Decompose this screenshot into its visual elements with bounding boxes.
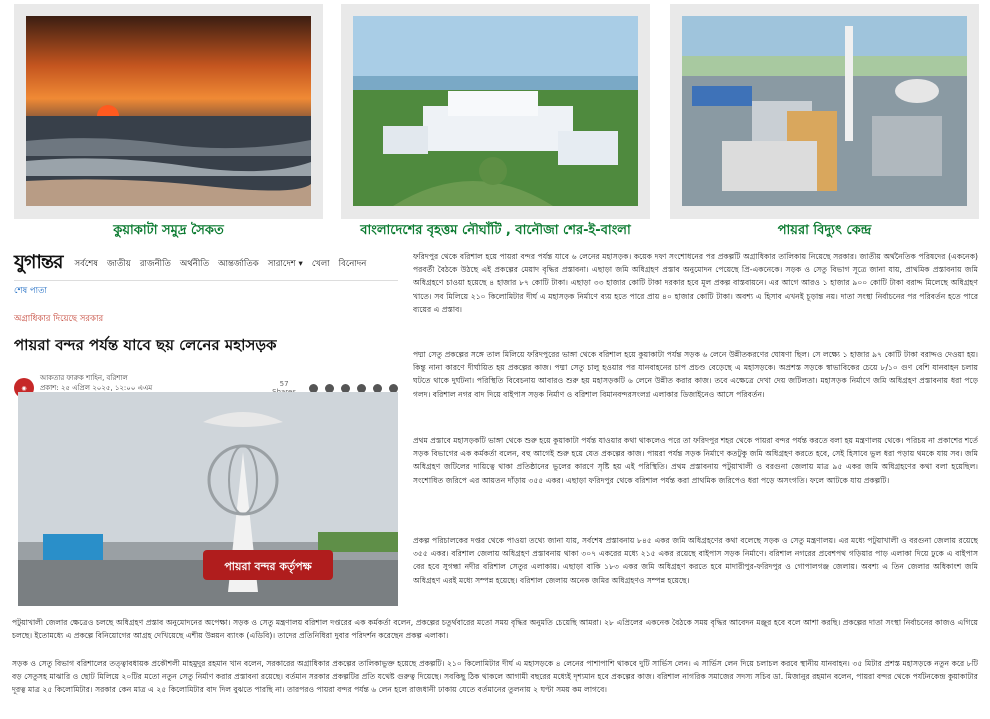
article-headline: পায়রা বন্দর পর্যন্ত যাবে ছয় লেনের মহাসড়ক xyxy=(14,336,277,354)
nav-item-politics[interactable]: রাজনীতি xyxy=(139,259,171,269)
port-authority-sign: পায়রা বন্দর কর্তৃপক্ষ xyxy=(224,560,312,573)
paragraph-2: পদ্মা সেতু প্রকল্পের সঙ্গে তাল মিলিয়ে ফরিদপুরের ভাঙ্গা থেকে বরিশাল হয়ে কুয়াকাটা পর্যন্ত সড়ক ৬ লেনে উন্নীতকরণের ঘোষণা ছিল। সে লক্ষ্যে ১ হাজার ৯৭ কোটি টাকা বরাদ্দও দেওয়া হয়। কিন্তু নানা কারণে দীর্ঘায়িত হয় প্রকল্পের কাজ। পদ্মা সেতু চালু হওয়ার পর যানবাহনের চাপ প্রচণ্ড বেড়েছে এ মহাসড়কে। অপ্রশস্ত সড়কে স্বাভাবিকের চেয়ে ৮/১০ গুণ বেশি যানবাহন চলায় ঘটতে থাকে দুর্ঘটনা। পরিস্থিতি বিবেচনায় আবারও শুরু হয় মহাসড়কটি ৬ লেনে উন্নীত করার কাজ। তবে এক্ষেত্রে দেখা দেয় জটিলতা। মহাসড়ক নির্মাণে জমি অধিগ্রহণ প্রস্তাবনায় ধরা পড়ে গলদ। বরিশাল নগর বাদ দিয়ে বাইপাস সড়ক নির্মাণ ও বরিশাল বিমানবন্দরসংলগ্ন এলাকার ডিজাইনেও আসে পরিবর্তন। xyxy=(413,350,978,399)
newspaper-logo[interactable]: যুগান্তর xyxy=(14,251,63,273)
nav-item-latest[interactable]: সর্বশেষ xyxy=(74,259,98,269)
photo-card-navy xyxy=(341,4,650,219)
nav-item-national[interactable]: জাতীয় xyxy=(106,259,131,269)
paragraph-3: প্রথম প্রস্তাবে মহাসড়কটি ভাঙ্গা থেকে শুরু হয়ে কুয়াকাটা পর্যন্ত যাওয়ার কথা থাকলেও পরে তা ফরিদপুর শহর থেকে পায়রা বন্দর পর্যন্ত করতে বলা হয় মন্ত্রণালয় থেকে। পরিচয় না প্রকাশের শর্তে সড়ক বিভাগের এক কর্মকর্তা বলেন, বহু আগেই শুরু হয়ে যেত প্রকল্পের কাজ। পায়রা পর্যন্ত সড়ক নির্মাণে কতটুকু জমি অধিগ্রহণ করতে হবে, সেই হিসাবে ভুল ধরা পড়ায় থমকে যায় সব। জমি অধিগ্রহণ জটিলের দায়িত্বে থাকা প্রতিষ্ঠানের ভুলের কারণে সৃষ্টি হয় এই পরিস্থিতি। প্রথম প্রস্তাবনায় পটুয়াখালী ও বরগুনা জেলায় মাত্র ৯৫ একর জমি অধিগ্রহণের কথা বলা হয়েছিল। সংশোধিত জরিপে এর আয়তন দাঁড়ায় ৩৫৫ একর। এছাড়া ফরিদপুর থেকে বরিশাল পর্যন্ত করা প্রাথমিক জরিপেও ধরা পড়ে অসংগতি। ফলে আটকে যায় প্রকল্পটি। xyxy=(413,436,978,485)
nav-item-economy[interactable]: অর্থনীতি xyxy=(179,259,210,269)
nav-item-international[interactable]: আন্তর্জাতিক xyxy=(218,259,259,269)
section-link[interactable]: শেষ পাতা xyxy=(14,286,47,296)
naval-base-photo xyxy=(353,16,638,206)
paragraph-5: পটুয়াখালী জেলার ক্ষেত্রেও চলছে অধিগ্রহণ প্রস্তাব অনুমোদনের অপেক্ষা। সড়ক ও সেতু মন্ত্রণালয় বরিশাল দপ্তরের এক কর্মকর্তা বলেন, প্রকল্পের চতুর্থবারের মতো সময় বৃদ্ধির অনুমতি চেয়েছি আমরা। ২৮ এপ্রিলের একনেক বৈঠকে সময় বৃদ্ধির আবেদন মঞ্জুর হবে বলে আশা করছি। প্রকল্পের দাতা সংস্থা নির্বাচনের কাজও এগিয়ে চলছে। ইতোমধ্যে এ প্রকল্পে বিনিয়োগের আগ্রহ দেখিয়েছে এশীয় উন্নয়ন ব্যাংক (এডিবি)। তাদের প্রতিনিধিরা দুবার পরিদর্শন করেছেন প্রকল্প এলাকা। xyxy=(12,618,978,641)
photo-card-beach xyxy=(14,4,323,219)
article-subtitle: অগ্রাধিকার দিয়েছে সরকার xyxy=(14,314,104,324)
power-plant-photo xyxy=(682,16,967,206)
masthead xyxy=(14,248,398,281)
sunset-beach-photo xyxy=(26,16,311,206)
paragraph-6: সড়ক ও সেতু বিভাগ বরিশালের তত্ত্বাবধায়ক প্রকৌশলী মাহমুদুর রহমান খান বলেন, সরকারের অগ্রাধিকার প্রকল্পের তালিকাভুক্ত হয়েছে প্রকল্পটি। ২১০ কিলোমিটার দীর্ঘ এ মহাসড়কে ৪ লেনের পাশাপাশি থাকবে দুটি সার্ভিস লেন। এ সার্ভিস লেন দিয়ে চলাচল করবে স্থানীয় যানবাহন। ৩৫ মিটার প্রশস্ত মহাসড়কে নতুন করে ৮টি বড় সেতুসহ মাঝারি ও ছোট মিলিয়ে ২০টির মতো নতুন সেতু নির্মাণ করার প্রস্তাবনা রয়েছে। বর্তমান সরকার প্রকল্পটির প্রতি যথেষ্ট গুরুত্ব দিয়েছে। সবকিছু ঠিক থাকলে আগামী বছরের মধ্যেই দৃশ্যমান হবে প্রকল্পের কাজ। বরিশাল নাগরিক সমাজের সদস্য সচিব ডা. মিজানুর রহমান বলেন, পায়রা বন্দর থেকে পর্যটনকেন্দ্র কুয়াকাটার দূরত্ব মাত্র ২৫ কিলোমিটার। সরকার কেন মাত্র এ ২৫ কিলোমিটার বাদ দিল বুঝতে পারছি না। তারপরও পায়রা বন্দর পর্যন্ত ৬ লেন হলে রাজধানী ঢাকায় যেতে বর্তমানের তুলনায় ২ ঘণ্টা সময় কম লাগবে। xyxy=(12,659,978,695)
author-name: আকতার ফারুক শাহিন, বরিশাল xyxy=(40,374,128,382)
share-count: 57 xyxy=(279,380,289,388)
photo-card-power xyxy=(670,4,979,219)
article-header xyxy=(14,248,398,401)
paragraph-4: প্রকল্প পরিচালকের দপ্তর থেকে পাওয়া তথ্যে জানা যায়, সর্বশেষ প্রস্তাবনায় ৮৪৫ একর জমি অধিগ্রহণের কথা বলেছে সড়ক ও সেতু মন্ত্রণালয়। এর মধ্যে পটুয়াখালী ও বরগুনা জেলায় রয়েছে ৩৫৫ একর। বরিশাল জেলায় অধিগ্রহণ প্রস্তাবনায় থাকা ৩০৭ একরের মধ্যে ২১৫ একর রয়েছে বাইপাস সড়ক নির্মাণে। বরিশাল নগরের প্রবেশপথ গড়িয়ার পাড় এলাকা দিয়ে ঢুকে এ বাইপাস বের হবে সুগন্ধা নদীর বরিশাল সেতুর এলাকায়। এছাড়া বাকি ১৮৩ একর জমি অধিগ্রহণ করতে হবে মাদারীপুর-ফরিদপুর ও গোপালগঞ্জ জেলায়। অবশ্য এ তিন জেলার অধিকাংশ জমি অধিগ্রহণ এরই মধ্যে সম্পন্ন হয়েছে। বরিশাল জেলায় অনেক জমির অধিগ্রহণও সম্পন্ন হয়েছে। xyxy=(413,536,978,585)
nav-item-sports[interactable]: খেলা xyxy=(311,259,330,269)
paragraph-1: ফরিদপুর থেকে বরিশাল হয়ে পায়রা বন্দর পর্যন্ত যাবে ৬ লেনের মহাসড়ক। কয়েক দফা সংশোধনের পর প্রকল্পটি অগ্রাধিকার তালিকায় নিয়েছে সরকার। জাতীয় অর্থনৈতিক পরিষদের (একনেক) পরবর্তী বৈঠকে উঠছে এই প্রকল্পের মেয়াদ বৃদ্ধির প্রস্তাবনা। এছাড়া জমি অধিগ্রহণ প্রস্তাব অনুমোদন পেয়েছে প্রি-একনেকে। সড়ক ও সেতু বিভাগ সূত্রে জানা যায়, প্রাথমিক প্রস্তাবনায় জমি অধিগ্রহণে চাওয়া হয়েছে ৪ হাজার ৮৭ কোটি টাকা। এছাড়া ৩৩ হাজার কোটি টাকা দরকার হবে মূল প্রকল্প বাস্তবায়নে। এর আগে আরও ১ হাজার ৯০০ কোটি টাকা বরাদ্দ মিলেছে অধিগ্রহণ খাতে। সব মিলিয়ে ২১০ কিলোমিটার দীর্ঘ এ মহাসড়ক নির্মাণে ব্যয় হতে পারে প্রায় ৪০ হাজার কোটি টাকা। অবশ্য এ হিসাব এখনই চূড়ান্ত নয়। দাতা সংস্থা নির্বাচনের পর পরিবর্তন হতে পারে ব্যয়ের এ প্রস্তাব। xyxy=(413,252,978,314)
nav-item-entertainment[interactable]: বিনোদন xyxy=(338,259,367,269)
photo-caption-beach: কুয়াকাটা সমুদ্র সৈকত xyxy=(113,223,224,238)
main-nav xyxy=(74,257,366,271)
publish-date: প্রকাশ: ২৫ এপ্রিল ২০২৫, ১২:০০ এএম xyxy=(40,384,153,392)
photo-caption-navy: বাংলাদেশের বৃহত্তম নৌঘাঁটি , বানৌজা শের-ই-বাংলা xyxy=(360,223,631,238)
nav-item-country[interactable]: সারাদেশ ▾ xyxy=(267,259,303,269)
author-avatar: ◉ xyxy=(14,378,34,398)
hero-image xyxy=(18,392,398,606)
photo-caption-power: পায়রা বিদ্যুৎ কেন্দ্র xyxy=(777,223,872,238)
